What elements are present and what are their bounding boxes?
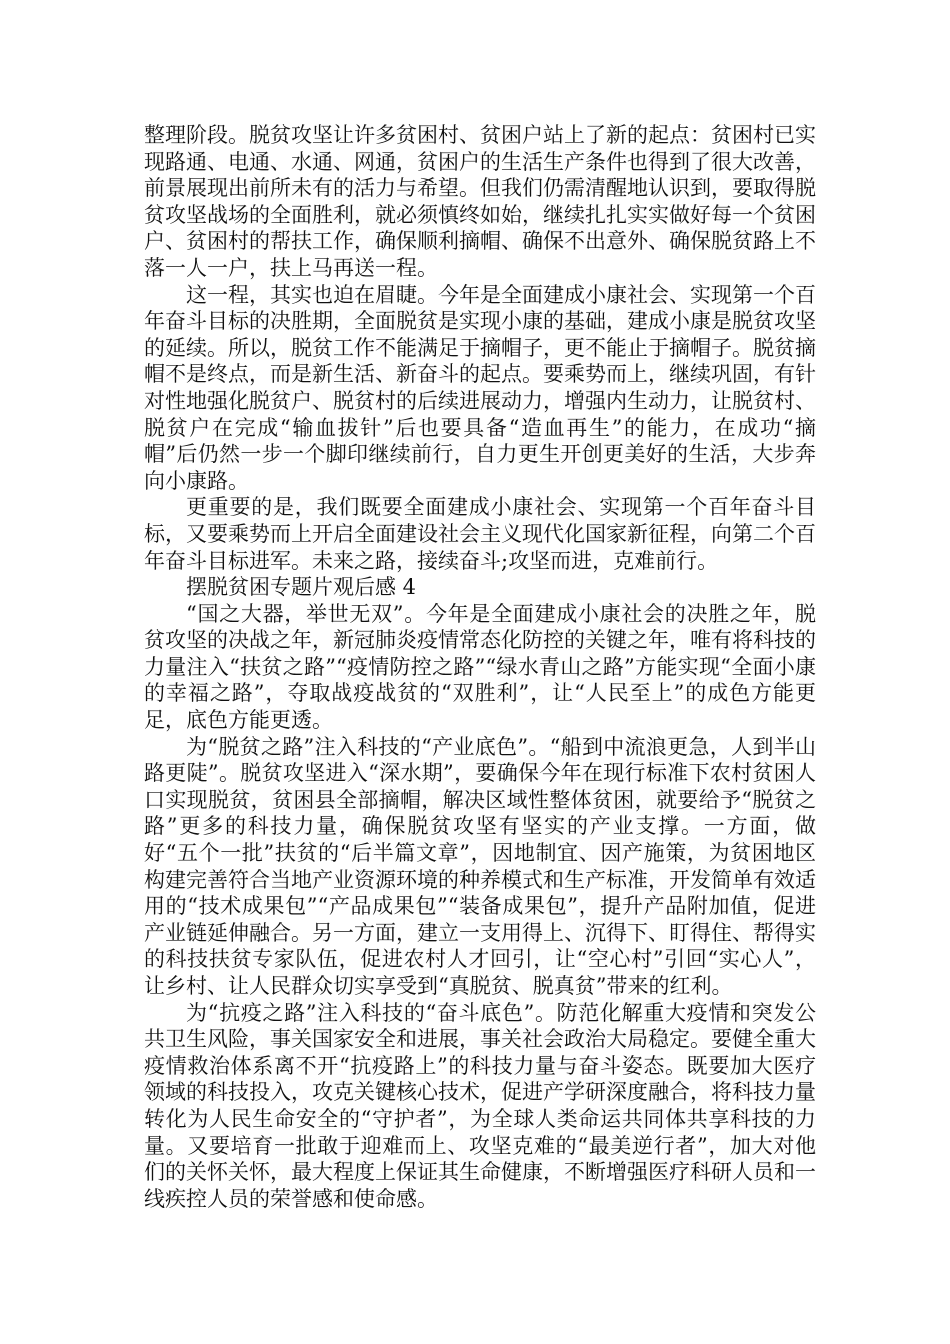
- section-heading: 摆脱贫困专题片观后感 4: [186, 575, 417, 600]
- paragraph: 为“脱贫之路”注入科技的“产业底色”。“船到中流浪更急，人到半山路更陡”。脱贫攻坚进入“深水期”，要确保今年在现行标准下农村贫困人口实现脱贫，贫困县全部摘帽，解决区域性整体贫困，就要给予“脱贫之路”更多的科技力量，确保脱贫攻坚有坚实的产业支撑。一方面，做好“五个一批”扶贫的“后半篇文章”，因地制宜、因产施策，为贫困地区构建完善符合当地产业资源环境的种养模式和生产标准，开发简单有效适用的“技术成果包”“产品成果包”“装备成果包”，提升产品附加值，促进产业链延伸融合。另一方面，建立一支用得上、沉得下、盯得住、帮得实的科技扶贫专家队伍，促进农村人才回引，让“空心村”引回“实心人”，让乡村、让人民群众切实享受到“真脱贫、脱真贫”带来的红利。: [144, 734, 816, 998]
- paragraph: 更重要的是，我们既要全面建成小康社会、实现第一个百年奋斗目标，又要乘势而上开启全面建设社会主义现代化国家新征程，向第二个百年奋斗目标进军。未来之路，接续奋斗;攻坚而进，克难前行。: [144, 495, 816, 573]
- paragraph: 这一程，其实也迫在眉睫。今年是全面建成小康社会、实现第一个百年奋斗目标的决胜期，全面脱贫是实现小康的基础，建成小康是脱贫攻坚的延续。所以，脱贫工作不能满足于摘帽子，更不能止于摘帽子。脱贫摘帽不是终点，而是新生活、新奋斗的起点。要乘势而上，继续巩固，有针对性地强化脱贫户、脱贫村的后续进展动力，增强内生动力，让脱贫村、脱贫户在完成“输血拔针”后也要具备“造血再生”的能力，在成功“摘帽”后仍然一步一个脚印继续前行，自力更生开创更美好的生活，大步奔向小康路。: [144, 282, 816, 493]
- paragraph: “国之大器，举世无双”。今年是全面建成小康社会的决胜之年，脱贫攻坚的决战之年，新冠肺炎疫情常态化防控的关键之年，唯有将科技的力量注入“扶贫之路”“疫情防控之路”“绿水青山之路”方能实现“全面小康的幸福之路”，夺取战疫战贫的“双胜利”，让“人民至上”的成色方能更足，底色方能更透。: [144, 601, 816, 733]
- paragraph: 为“抗疫之路”注入科技的“奋斗底色”。防范化解重大疫情和突发公共卫生风险，事关国家安全和进展，事关社会政治大局稳定。要健全重大疫情救治体系离不开“抗疫路上”的科技力量与奋斗姿态。既要加大医疗领域的科技投入，攻克关键核心技术，促进产学研深度融合，将科技力量转化为人民生命安全的“守护者”，为全球人类命运共同体共享科技的力量。又要培育一批敢于迎难而上、攻坚克难的“最美逆行者”，加大对他们的关怀关怀，最大程度上保证其生命健康，不断增强医疗科研人员和一线疾控人员的荣誉感和使命感。: [144, 1000, 816, 1211]
- paragraph-continued: 整理阶段。脱贫攻坚让许多贫困村、贫困户站上了新的起点：贫困村已实现路通、电通、水通、网通，贫困户的生活生产条件也得到了很大改善，前景展现出前所未有的活力与希望。但我们仍需清醒地认识到，要取得脱贫攻坚战场的全面胜利，就必须慎终如始，继续扎扎实实做好每一个贫困户、贫困村的帮扶工作，确保顺利摘帽、确保不出意外、确保脱贫路上不落一人一户，扶上马再送一程。: [144, 123, 816, 280]
- document-body: [144, 122, 816, 1212]
